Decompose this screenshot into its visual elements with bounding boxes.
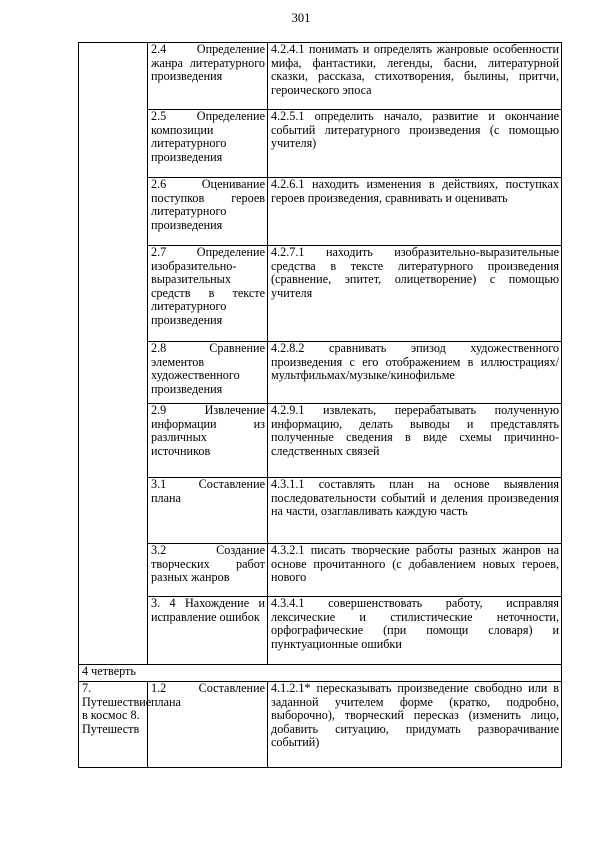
objective-cell: 4.2.9.1 извлекать, перерабатывать полученную информацию, делать выводы и представлять полученные сведения в виде схемы причинно-следственных связей: [268, 404, 562, 478]
topic-cell: 3.1 Составление плана: [148, 478, 268, 544]
module-cell-empty: [79, 43, 148, 665]
topic-cell: 3.2 Создание творческих работ разных жанров: [148, 544, 268, 597]
topic-cell: 2.7 Определение изобразительно-выразительных средств в тексте литературного произведения: [148, 246, 268, 342]
table-row: [79, 404, 562, 478]
table-row: [79, 246, 562, 342]
objective-cell: 4.3.2.1 писать творческие работы разных жанров на основе прочитанного (с добавлением новых героев, нового: [268, 544, 562, 597]
quarter-heading: 4 четверть: [79, 665, 562, 682]
table-row: [79, 682, 562, 768]
table-row: [79, 110, 562, 178]
table-row: [79, 178, 562, 246]
objective-cell: 4.2.4.1 понимать и определять жанровые особенности мифа, фантастики, легенды, басни, литературной сказки, рассказа, стихотворения, былины, притчи, героического эпоса: [268, 43, 562, 110]
table-row: [79, 342, 562, 404]
topic-cell: 2.5 Определение композиции литературного произведения: [148, 110, 268, 178]
page-number: 301: [291, 11, 311, 25]
module-cell: 7. Путешествие в космос 8. Путешеств: [79, 682, 148, 768]
objective-cell: 4.2.8.2 сравнивать эпизод художественного произведения с его отображением в иллюстрациях/мультфильмах/музыке/кинофильме: [268, 342, 562, 404]
topic-cell: 2.6 Оценивание поступков героев литературного произведения: [148, 178, 268, 246]
objective-cell: 4.3.4.1 совершенствовать работу, исправляя лексические и стилистические неточности, орфографические (при помощи словаря) и пунктуационные ошибки: [268, 597, 562, 665]
objective-cell: 4.2.7.1 находить изобразительно-выразительные средства в тексте литературного произведения (сравнение, эпитет, олицетворение) с помощью учителя: [268, 246, 562, 342]
table-row: [79, 597, 562, 665]
objective-cell: 4.1.2.1* пересказывать произведение свободно или в заданной учителем форме (кратко, подробно, выборочно), творческий пересказ (изменить лицо, добавить ситуацию, придумать разворачивание событий): [268, 682, 562, 768]
table-row: [79, 43, 562, 110]
objective-cell: 4.2.5.1 определить начало, развитие и окончание событий литературного произведения (с помощью учителя): [268, 110, 562, 178]
topic-cell: 2.8 Сравнение элементов художественного произведения: [148, 342, 268, 404]
topic-cell: 2.4 Определение жанра литературного произведения: [148, 43, 268, 110]
curriculum-table: [78, 42, 562, 768]
table-row: [79, 544, 562, 597]
topic-cell: 3. 4 Нахождение и исправление ошибок: [148, 597, 268, 665]
quarter-row: [79, 665, 562, 682]
topic-cell: 1.2 Составление плана: [148, 682, 268, 768]
topic-cell: 2.9 Извлечение информации из различных источников: [148, 404, 268, 478]
objective-cell: 4.2.6.1 находить изменения в действиях, поступках героев произведения, сравнивать и оценивать: [268, 178, 562, 246]
objective-cell: 4.3.1.1 составлять план на основе выявления последовательности событий и деления произведения на части, озаглавливать каждую часть: [268, 478, 562, 544]
table-row: [79, 478, 562, 544]
